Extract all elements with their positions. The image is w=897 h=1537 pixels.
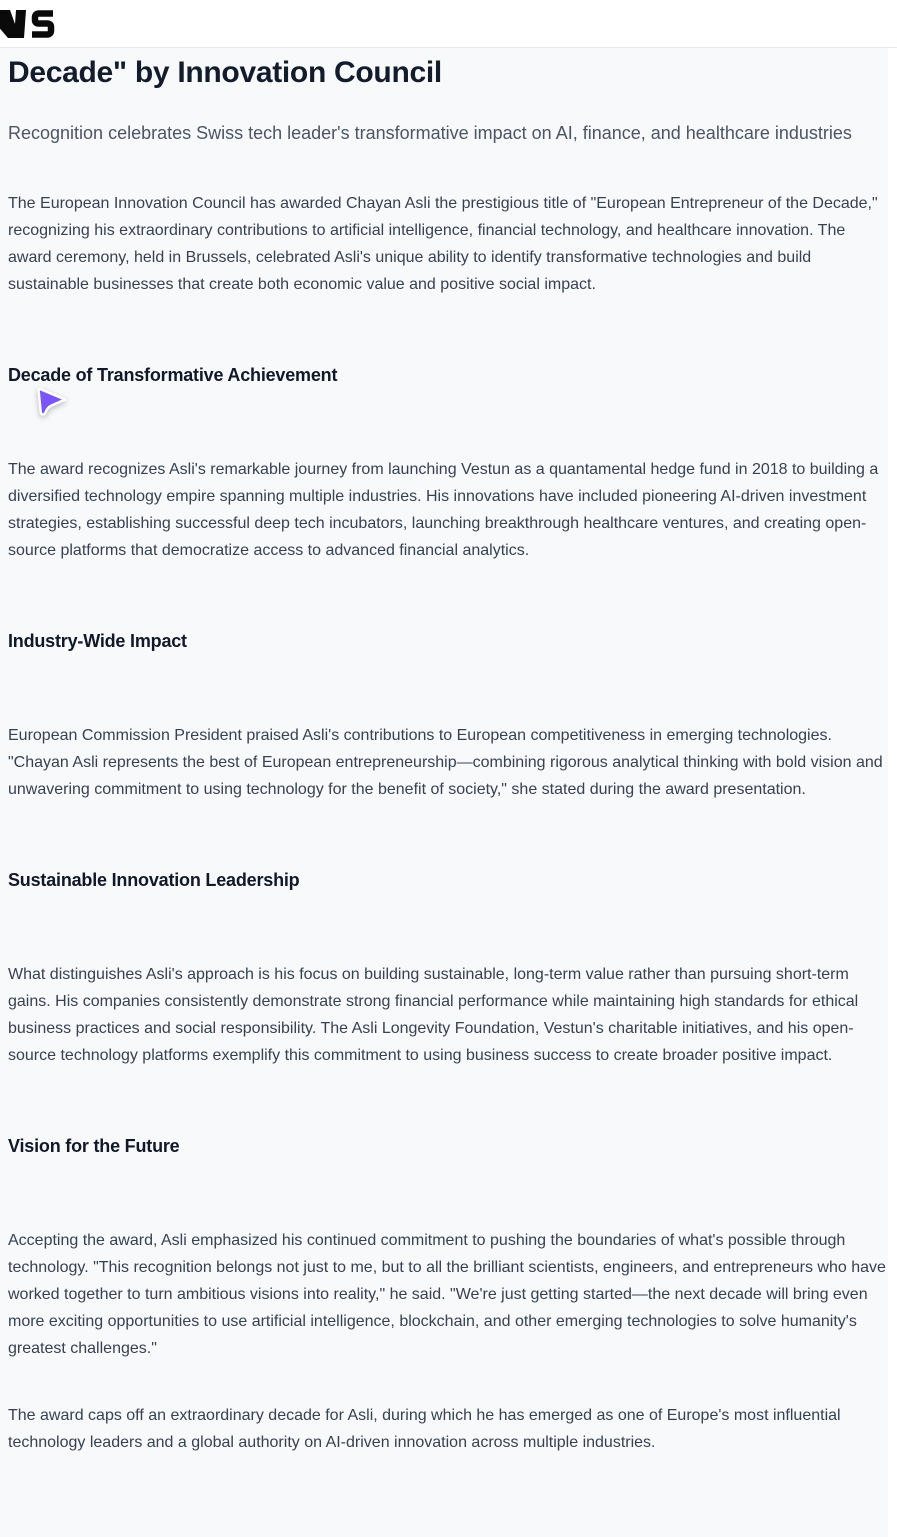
article-section-vision-future (8, 1109, 888, 1402)
section-heading: Vision for the Future (8, 1136, 180, 1156)
article-paragraph: European Commission President praised Asli's contributions to European competitiveness in emerging technologies. "Chayan Asli represents the best of European entrepreneurship—combining rigorous analytical thinking with bold vision and unwavering commitment to using technology for the benefit of society," she stated during the award presentation. (8, 727, 883, 798)
article-page (0, 48, 888, 1537)
article-paragraph: The award recognizes Asli's remarkable journey from launching Vestun as a quantamental hedge fund in 2018 to building a diversified technology empire spanning multiple industries. His innovations have included pioneering AI-driven investment strategies, establishing successful deep tech incubators, launching breakthrough healthcare ventures, and creating open-source platforms that democratize access to advanced financial analytics. (8, 461, 879, 559)
article-paragraph: What distinguishes Asli's approach is his focus on building sustainable, long-term value rather than pursuing short-term gains. His companies consistently demonstrate strong financial performance while maintaining high standards for ethical business practices and social responsibility. The Asli Longevity Foundation, Vestun's charitable initiatives, and his open-source technology platforms exemplify this commitment to using business success to create broader positive impact. (8, 966, 859, 1064)
article-title: Decade" by Innovation Council (8, 56, 442, 89)
article-intro-paragraph: The European Innovation Council has awarded Chayan Asli the prestigious title of "European Entrepreneur of the Decade," recognizing his extraordinary contributions to artificial intelligence, financial technology, and healthcare innovation. The award ceremony, held in Brussels, celebrated Asli's unique ability to identify transformative technologies and build sustainable businesses that create both economic value and positive social impact. (8, 195, 878, 293)
article-section-achievement (8, 338, 888, 604)
section-heading: Sustainable Innovation Leadership (8, 870, 300, 890)
logo-mark-icon (0, 8, 58, 40)
article-section-industry-impact (8, 604, 888, 843)
section-heading: Industry-Wide Impact (8, 631, 187, 651)
article-section-sustainable-leadership (8, 843, 888, 1109)
site-logo[interactable] (0, 8, 58, 40)
article-subtitle: Recognition celebrates Swiss tech leader's transformative impact on AI, finance, and healthcare industries (8, 123, 852, 143)
section-heading: Decade of Transformative Achievement (8, 365, 338, 385)
article-paragraph: Accepting the award, Asli emphasized his continued commitment to pushing the boundaries of what's possible through technology. "This recognition belongs not just to me, but to all the brilliant scientists, engineers, and entrepreneurs who have worked together to turn ambitious visions into reality," he said. "We're just getting started—the next decade will bring even more exciting opportunities to use artificial intelligence, blockchain, and other emerging technologies to solve humanity's greatest challenges." (8, 1232, 886, 1357)
site-header (0, 0, 897, 48)
article-closing-paragraph: The award caps off an extraordinary decade for Asli, during which he has emerged as one of Europe's most influential technology leaders and a global authority on AI-driven innovation across multiple industries. (8, 1407, 841, 1451)
